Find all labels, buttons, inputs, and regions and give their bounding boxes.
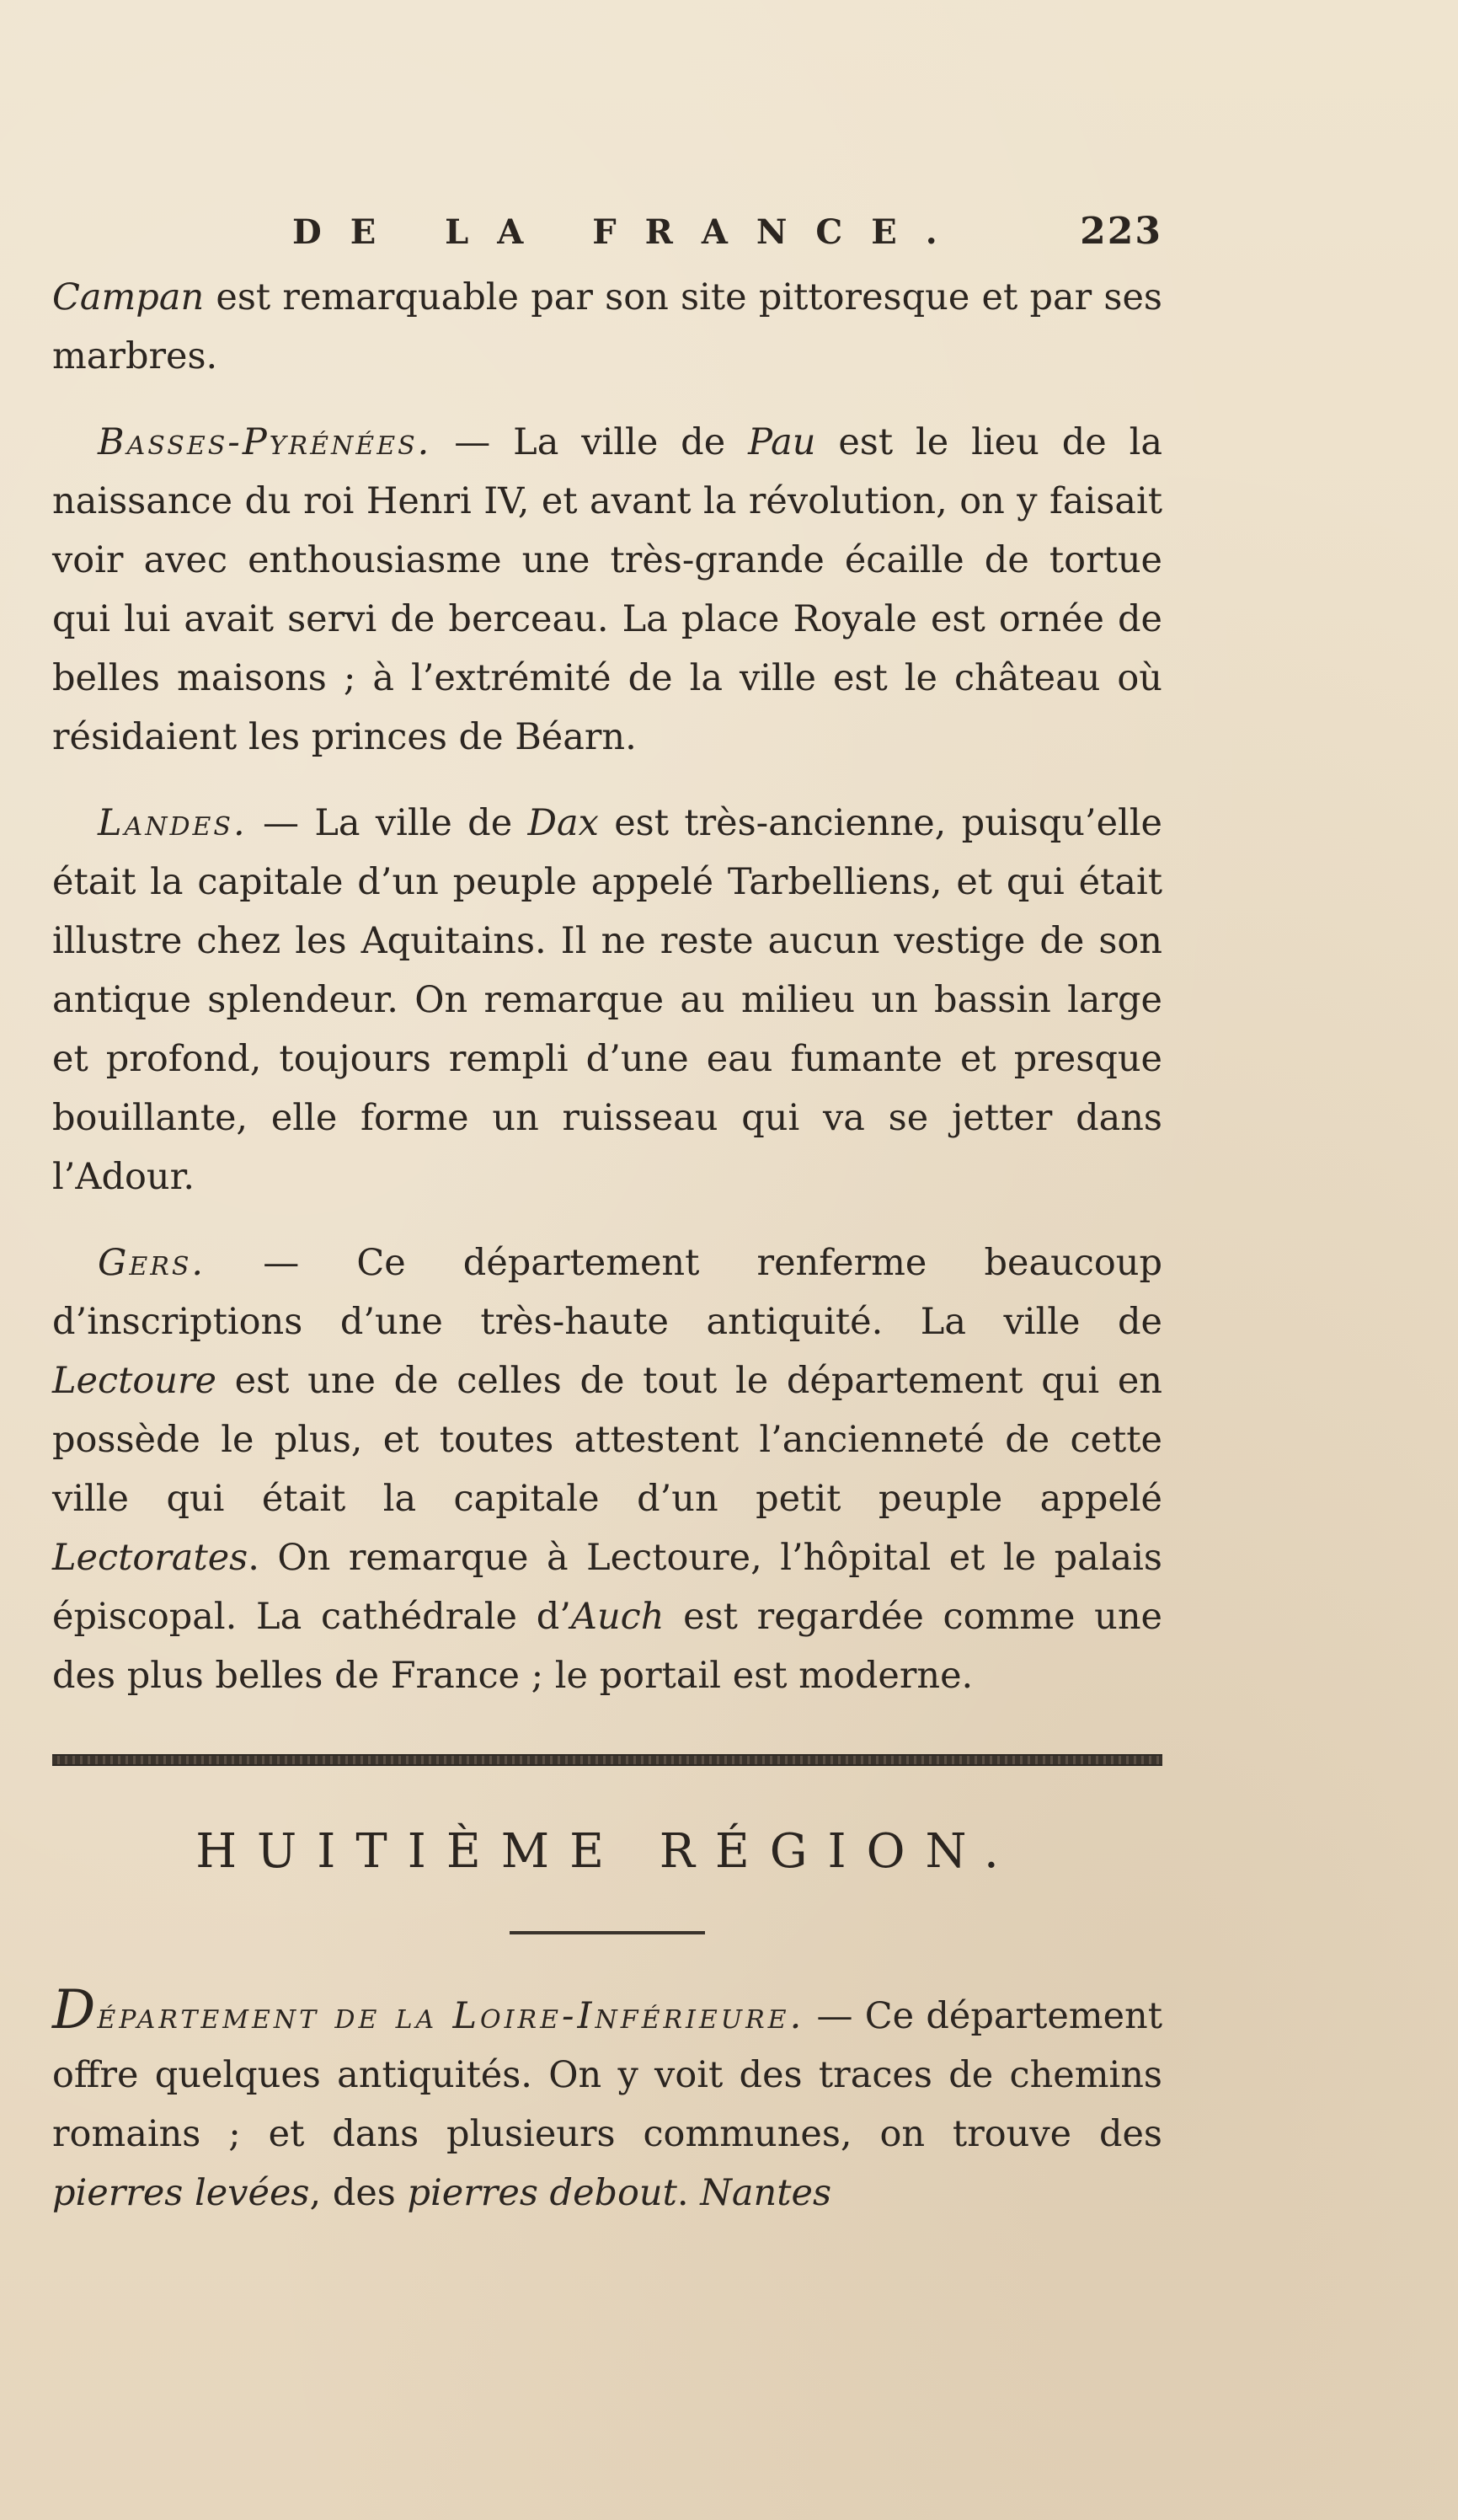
place-name-pau: Pau bbox=[748, 421, 816, 463]
paragraph-landes bbox=[52, 794, 1162, 1206]
running-head bbox=[52, 202, 1162, 261]
place-name-auch: Auch bbox=[570, 1596, 665, 1638]
department-heading-loire-inferieure: Loire-Inférieure. bbox=[452, 1995, 805, 2037]
paragraph-text: est une de celles de tout le département qui en possède le plus, et toutes attestent l’ancienneté de cette ville qui était la capitale d’un petit peuple appelé bbox=[52, 1360, 1162, 1520]
section-heading: HUITIÈME RÉGION. bbox=[195, 1824, 1019, 1879]
term-pierres-levees: pierres levées bbox=[52, 2172, 310, 2214]
paragraph-text: est le lieu de la naissance du roi Henri IV, et avant la révolution, on y faisait voir avec enthousiasme une très-grande écaille de tortue qui lui avait servi de berceau. La place Royale est ornée de belles maisons ; à l’extrémité de la ville est le château où résidaient les princes de Béarn. bbox=[52, 421, 1162, 758]
people-name-lectorates: Lectorates bbox=[52, 1537, 248, 1579]
paragraph-text: — La ville de bbox=[247, 802, 528, 844]
department-heading-basses-pyrenees: Basses-Pyrénées. bbox=[98, 421, 432, 463]
paragraph-gers bbox=[52, 1233, 1162, 1705]
paragraph-text: — La ville de bbox=[431, 421, 749, 463]
department-heading-word: épartement bbox=[97, 1995, 320, 2037]
term-pierres-debout: pierres debout bbox=[407, 2172, 677, 2214]
department-heading-word: de la bbox=[319, 1995, 453, 2037]
place-name-lectoure: Lectoure bbox=[52, 1360, 216, 1402]
running-title: DE LA FRANCE. bbox=[292, 212, 966, 252]
department-heading-gers: Gers. bbox=[98, 1242, 206, 1284]
drop-cap-letter: D bbox=[52, 1979, 96, 2041]
ornamental-rule bbox=[52, 1754, 1162, 1766]
paragraph-text: est regardée comme une des plus belles de France ; le portail est moderne. bbox=[52, 1596, 1162, 1697]
paragraph-text: , des bbox=[309, 2172, 408, 2214]
paragraph-basses-pyrenees bbox=[52, 413, 1162, 767]
paragraph-text: — Ce département offre quelques antiquités. On y voit des traces de chemins romains ; et dans plusieurs communes, on trouve des bbox=[52, 1995, 1163, 2155]
paragraph-text: est très-ancienne, puisqu’elle était la capitale d’un peuple appelé Tarbelliens, et qui était illustre chez les Aquitains. Il ne reste aucun vestige de son antique splendeur. On remarque au milieu un bassin large et profond, toujours rempli d’une eau fumante et presque bouillante, elle forme un ruisseau qui va se jetter dans l’Adour. bbox=[52, 802, 1162, 1198]
paragraph-loire-inferieure bbox=[52, 1979, 1163, 2223]
paragraph-text: — Ce département renferme beaucoup d’inscriptions d’une très-haute antiquité. La ville de bbox=[52, 1242, 1162, 1343]
paragraph-text: est remarquable par son site pittoresque et par ses marbres. bbox=[52, 276, 1162, 377]
page-number: 223 bbox=[1080, 210, 1162, 253]
place-name-dax: Dax bbox=[527, 802, 599, 844]
short-divider bbox=[510, 1931, 705, 1934]
place-name-nantes: Nantes bbox=[700, 2172, 832, 2214]
place-name-campan: Campan bbox=[52, 276, 205, 318]
paragraph-campan bbox=[52, 268, 1162, 386]
page-text-block bbox=[52, 202, 1162, 2223]
paragraph-text: . On remarque à Lectoure, l’hôpital et le palais épiscopal. La cathédrale d’ bbox=[52, 1537, 1162, 1638]
paragraph-text: . bbox=[676, 2172, 701, 2214]
department-heading-landes: Landes. bbox=[98, 802, 248, 844]
